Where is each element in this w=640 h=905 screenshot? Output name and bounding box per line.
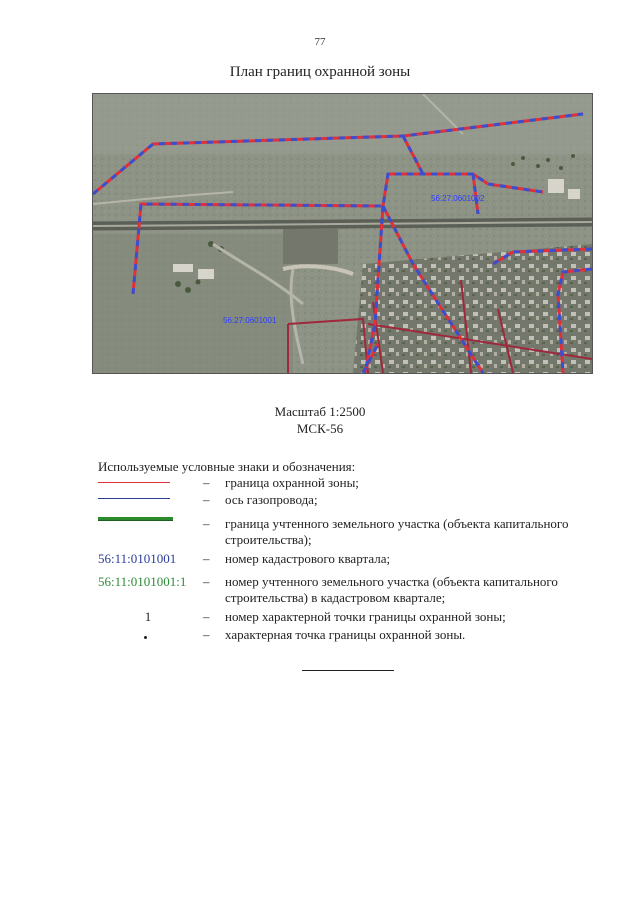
scale-ratio: Масштаб 1:2500	[274, 404, 366, 419]
plan-title: План границ охранной зоны	[229, 64, 411, 80]
legend-title: Используемые условные знаки и обозначения:	[98, 459, 356, 474]
scale-block	[0, 403, 640, 437]
green-line-swatch	[98, 517, 173, 520]
legend-dash: –	[203, 627, 210, 642]
cadastral-label-2: 56:27:0601001	[223, 316, 277, 325]
point-dot-icon	[144, 636, 147, 639]
legend-text: граница охранной зоны;	[225, 475, 359, 490]
legend-symbol	[98, 609, 198, 625]
cadastral-label-1: 56:27:0601002	[431, 194, 485, 203]
map-canvas	[93, 94, 592, 373]
page-number: 77	[314, 36, 326, 48]
legend-code: 56:11:0101001:1	[98, 574, 187, 589]
legend-dash: –	[203, 551, 210, 566]
legend-dash: –	[203, 475, 210, 490]
field-block	[283, 229, 338, 264]
coordinate-system: МСК-56	[296, 421, 344, 436]
blue-line-swatch	[98, 498, 170, 499]
legend-dash: –	[203, 609, 210, 624]
legend-code: 56:11:0101001	[98, 551, 177, 566]
legend-text: граница учтенного земельного участка (объекта капитального строительства);	[225, 516, 569, 547]
legend-dash: –	[203, 516, 210, 531]
legend-dash: –	[203, 492, 210, 507]
legend-code: 1	[144, 609, 152, 624]
legend-text: номер характерной точки границы охранной зоны;	[225, 609, 506, 624]
legend-text: ось газопровода;	[225, 492, 318, 507]
legend-dash: –	[203, 574, 210, 589]
legend-text: номер кадастрового квартала;	[225, 551, 391, 566]
end-rule	[302, 670, 394, 671]
legend-text: номер учтенного земельного участка (объекта капитального строительства) в кадастровом квартале;	[225, 574, 558, 605]
red-line-swatch	[98, 482, 170, 483]
terrain-southwest	[93, 234, 293, 373]
satellite-map	[92, 93, 593, 374]
legend-text: характерная точка границы охранной зоны.	[225, 627, 466, 642]
